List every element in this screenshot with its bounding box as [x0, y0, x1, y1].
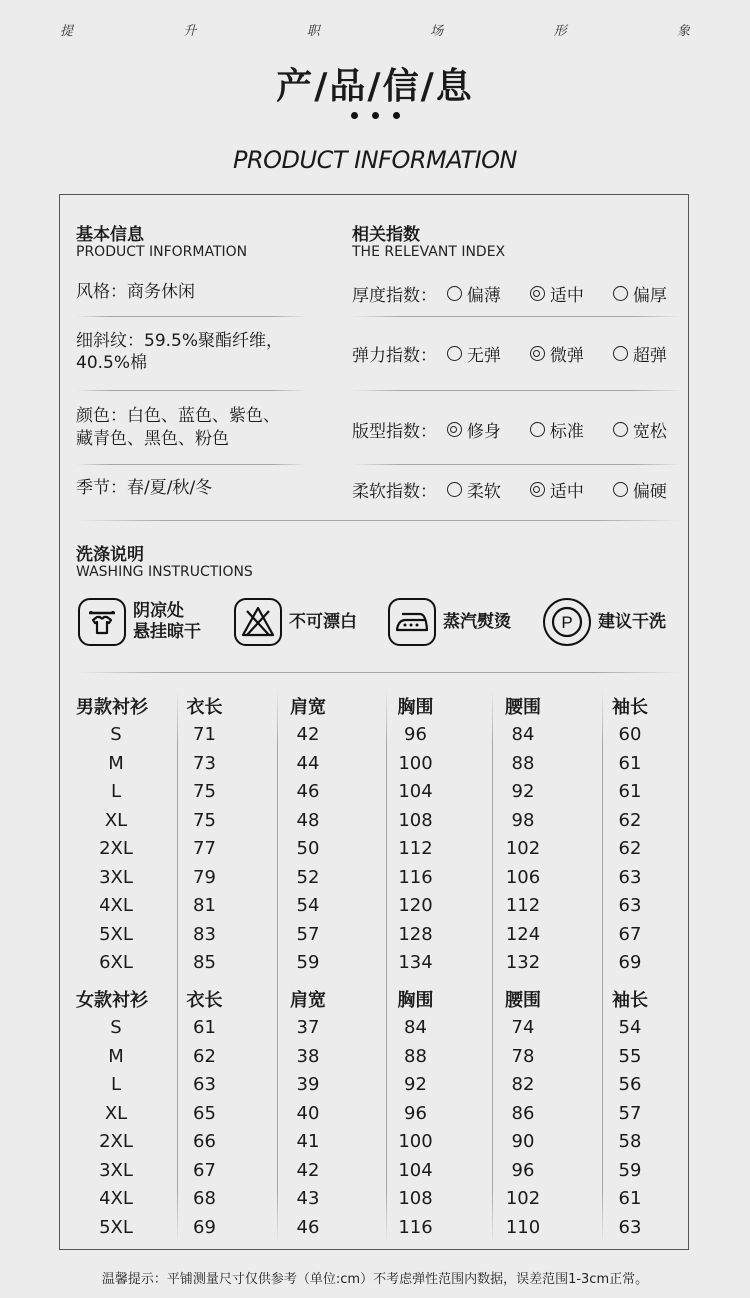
value-cell: 66 — [193, 1131, 216, 1153]
size-cell: M — [108, 1045, 124, 1067]
value-cell: 96 — [511, 1159, 535, 1181]
index-label: 柔软指数： — [352, 482, 437, 502]
no-bleach-icon — [234, 598, 282, 646]
table-row — [76, 1128, 682, 1157]
svg-text:P: P — [561, 613, 573, 632]
value-cell: 98 — [511, 809, 535, 831]
value-cell: 74 — [511, 1017, 535, 1039]
value-cell: 39 — [296, 1074, 320, 1096]
value-cell: 100 — [398, 752, 433, 774]
value-cell: 46 — [296, 781, 320, 803]
value-cell: 75 — [193, 809, 216, 831]
radio-icon — [447, 346, 462, 361]
value-cell: 62 — [193, 1045, 216, 1067]
shade-dry-icon — [78, 598, 126, 646]
value-cell: 60 — [618, 724, 642, 746]
value-cell: 124 — [505, 923, 541, 945]
value-cell: 42 — [296, 1159, 320, 1181]
option-medium[interactable]: 适中 — [530, 281, 613, 306]
value-cell: 75 — [193, 781, 216, 803]
tagline-char: 场 — [430, 24, 444, 39]
tagline-char: 形 — [553, 24, 567, 39]
women-size-table — [76, 985, 682, 1242]
value-cell: 83 — [193, 923, 216, 945]
tagline-char: 象 — [676, 24, 690, 39]
table-header: 男款衬衫 衣长 肩宽 胸围 腰围 袖长 — [76, 697, 648, 719]
radio-icon — [613, 422, 628, 437]
size-cell: 3XL — [99, 1159, 133, 1181]
option-slim[interactable]: 修身 — [447, 417, 530, 442]
wash-item-steam-iron — [388, 598, 511, 646]
value-cell: 110 — [505, 1216, 541, 1238]
table-row — [76, 806, 682, 835]
value-cell: 63 — [618, 895, 642, 917]
radio-selected-icon — [447, 422, 462, 437]
radio-icon — [447, 286, 462, 301]
value-cell: 102 — [505, 838, 541, 860]
value-cell: 37 — [296, 1017, 320, 1039]
steam-iron-icon — [388, 598, 436, 646]
value-cell: 88 — [511, 752, 535, 774]
index-row-softness — [352, 477, 682, 502]
value-cell: 82 — [511, 1074, 535, 1096]
value-cell: 63 — [618, 866, 642, 888]
men-size-table — [76, 692, 682, 977]
value-cell: 102 — [505, 1188, 541, 1210]
option-stiff[interactable]: 偏硬 — [613, 477, 682, 502]
value-cell: 108 — [398, 1188, 433, 1210]
washing-title: 洗涤说明 — [76, 545, 144, 565]
option-thin[interactable]: 偏薄 — [447, 281, 530, 306]
value-cell: 67 — [193, 1159, 216, 1181]
value-cell: 61 — [618, 781, 642, 803]
value-cell: 57 — [296, 923, 320, 945]
value-cell: 90 — [511, 1131, 535, 1153]
page-subtitle: PRODUCT INFORMATION — [233, 146, 517, 174]
option-super-stretch[interactable]: 超弹 — [613, 341, 682, 366]
table-row — [76, 1156, 682, 1185]
value-cell: 132 — [505, 952, 541, 974]
option-soft[interactable]: 柔软 — [447, 477, 530, 502]
value-cell: 71 — [193, 724, 216, 746]
value-cell: 84 — [404, 1017, 427, 1039]
value-cell: 104 — [398, 781, 433, 803]
size-cell: 2XL — [99, 838, 133, 860]
size-cell: L — [110, 781, 122, 803]
color-text-1: 颜色：白色、蓝色、紫色、 — [76, 406, 280, 426]
value-cell: 44 — [296, 752, 320, 774]
value-cell: 59 — [296, 952, 320, 974]
value-cell: 84 — [511, 724, 535, 746]
value-cell: 61 — [193, 1017, 216, 1039]
value-cell: 50 — [296, 838, 320, 860]
value-cell: 65 — [193, 1102, 216, 1124]
value-cell: 59 — [618, 1159, 642, 1181]
value-cell: 57 — [618, 1102, 642, 1124]
size-cell: 4XL — [99, 895, 133, 917]
size-cell: S — [110, 724, 122, 746]
basic-info-subtitle: PRODUCT INFORMATION — [76, 244, 248, 260]
size-cell: XL — [104, 809, 128, 831]
table-row — [76, 778, 682, 807]
value-cell: 69 — [618, 952, 642, 974]
value-cell: 62 — [618, 809, 642, 831]
title-dots — [0, 112, 750, 119]
value-cell: 52 — [296, 866, 320, 888]
value-cell: 92 — [511, 781, 535, 803]
table-row — [76, 749, 682, 778]
wash-label: 阴凉处 — [133, 601, 184, 621]
table-row — [76, 949, 682, 978]
fabric-text-2: 40.5%棉 — [76, 353, 148, 373]
size-cell: 3XL — [99, 866, 133, 888]
index-label: 版型指数： — [352, 422, 437, 442]
wash-label: 建议干洗 — [598, 611, 666, 632]
index-row-fit — [352, 417, 682, 442]
value-cell: 120 — [398, 895, 433, 917]
index-label: 厚度指数： — [352, 286, 437, 306]
table-header: 女款衬衫 衣长 肩宽 胸围 腰围 袖长 — [76, 990, 648, 1012]
value-cell: 96 — [404, 724, 427, 746]
table-row — [76, 1213, 682, 1242]
table-row — [76, 892, 682, 921]
radio-selected-icon — [530, 286, 545, 301]
table-row — [76, 920, 682, 949]
value-cell: 112 — [505, 895, 541, 917]
table-row — [76, 1185, 682, 1214]
value-cell: 61 — [618, 752, 642, 774]
table-row — [76, 863, 682, 892]
value-cell: 73 — [193, 752, 216, 774]
size-cell: 5XL — [99, 923, 133, 945]
value-cell: 58 — [618, 1131, 642, 1153]
value-cell: 41 — [296, 1131, 320, 1153]
value-cell: 63 — [193, 1074, 216, 1096]
table-row — [76, 1014, 682, 1043]
wash-label: 不可漂白 — [289, 611, 357, 632]
value-cell: 112 — [398, 838, 433, 860]
size-cell: L — [110, 1074, 122, 1096]
value-cell: 116 — [398, 1216, 433, 1238]
value-cell: 78 — [511, 1045, 535, 1067]
option-thick[interactable]: 偏厚 — [613, 281, 682, 306]
table-row — [76, 1042, 682, 1071]
value-cell: 81 — [193, 895, 216, 917]
table-row — [76, 835, 682, 864]
value-cell: 55 — [618, 1045, 642, 1067]
value-cell: 61 — [618, 1188, 642, 1210]
color-text-2: 藏青色、黑色、粉色 — [76, 429, 229, 449]
radio-selected-icon — [530, 482, 545, 497]
value-cell: 68 — [193, 1188, 216, 1210]
basic-info-title: 基本信息 — [76, 225, 144, 245]
value-cell: 88 — [404, 1045, 427, 1067]
value-cell: 46 — [296, 1216, 320, 1238]
value-cell: 100 — [398, 1131, 433, 1153]
radio-icon — [613, 286, 628, 301]
tagline-char: 提 — [60, 24, 74, 39]
option-medium-soft[interactable]: 适中 — [530, 477, 613, 502]
wash-label: 蒸汽熨烫 — [443, 611, 511, 632]
radio-selected-icon — [530, 346, 545, 361]
dry-clean-icon — [543, 598, 591, 646]
wash-item-no-bleach — [234, 598, 357, 646]
value-cell: 92 — [404, 1074, 427, 1096]
table-row — [76, 1071, 682, 1100]
option-slight-stretch[interactable]: 微弹 — [530, 341, 613, 366]
value-cell: 134 — [398, 952, 433, 974]
value-cell: 56 — [618, 1074, 642, 1096]
radio-icon — [530, 422, 545, 437]
option-no-stretch[interactable]: 无弹 — [447, 341, 530, 366]
size-cell: 4XL — [99, 1188, 133, 1210]
index-row-thickness — [352, 281, 682, 306]
size-cell: 5XL — [99, 1216, 133, 1238]
wash-item-dry-clean — [543, 598, 666, 646]
index-row-elasticity — [352, 341, 682, 366]
wash-label: 悬挂晾干 — [133, 622, 201, 642]
value-cell: 104 — [398, 1159, 433, 1181]
tagline-char: 职 — [306, 24, 320, 39]
value-cell: 79 — [193, 866, 216, 888]
season-text: 季节：春/夏/秋/冬 — [76, 478, 213, 498]
value-cell: 62 — [618, 838, 642, 860]
option-loose[interactable]: 宽松 — [613, 417, 682, 442]
footer-note: 温馨提示：平铺测量尺寸仅供参考（单位:cm）不考虑弹性范围内数据，误差范围1-3cm正常。 — [101, 1272, 649, 1287]
value-cell: 69 — [193, 1216, 216, 1238]
value-cell: 54 — [296, 895, 320, 917]
tagline-char: 升 — [183, 24, 197, 39]
option-standard[interactable]: 标准 — [530, 417, 613, 442]
radio-icon — [447, 482, 462, 497]
value-cell: 43 — [296, 1188, 320, 1210]
value-cell: 38 — [296, 1045, 320, 1067]
washing-subtitle: WASHING INSTRUCTIONS — [76, 564, 253, 580]
style-text: 风格：商务休闲 — [76, 282, 195, 302]
value-cell: 54 — [618, 1017, 642, 1039]
radio-icon — [613, 482, 628, 497]
value-cell: 40 — [296, 1102, 320, 1124]
size-cell: XL — [104, 1102, 128, 1124]
index-label: 弹力指数： — [352, 346, 437, 366]
value-cell: 85 — [193, 952, 216, 974]
value-cell: 108 — [398, 809, 433, 831]
page-title: 产/品/信/息 — [276, 66, 474, 107]
size-cell: 6XL — [99, 952, 133, 974]
value-cell: 77 — [193, 838, 216, 860]
value-cell: 106 — [505, 866, 541, 888]
index-title: 相关指数 — [352, 225, 420, 245]
value-cell: 67 — [618, 923, 642, 945]
size-cell: 2XL — [99, 1131, 133, 1153]
size-cell: S — [110, 1017, 122, 1039]
table-row — [76, 1099, 682, 1128]
tagline — [60, 20, 690, 39]
radio-icon — [613, 346, 628, 361]
table-row — [76, 721, 682, 750]
size-cell: M — [108, 752, 124, 774]
value-cell: 116 — [398, 866, 433, 888]
value-cell: 96 — [404, 1102, 427, 1124]
index-subtitle: THE RELEVANT INDEX — [352, 244, 506, 260]
value-cell: 42 — [296, 724, 320, 746]
value-cell: 128 — [398, 923, 433, 945]
wash-item-shade-dry — [78, 598, 201, 646]
value-cell: 86 — [511, 1102, 535, 1124]
fabric-text-1: 细斜纹：59.5%聚酯纤维， — [76, 331, 284, 351]
value-cell: 63 — [618, 1216, 642, 1238]
value-cell: 48 — [296, 809, 320, 831]
